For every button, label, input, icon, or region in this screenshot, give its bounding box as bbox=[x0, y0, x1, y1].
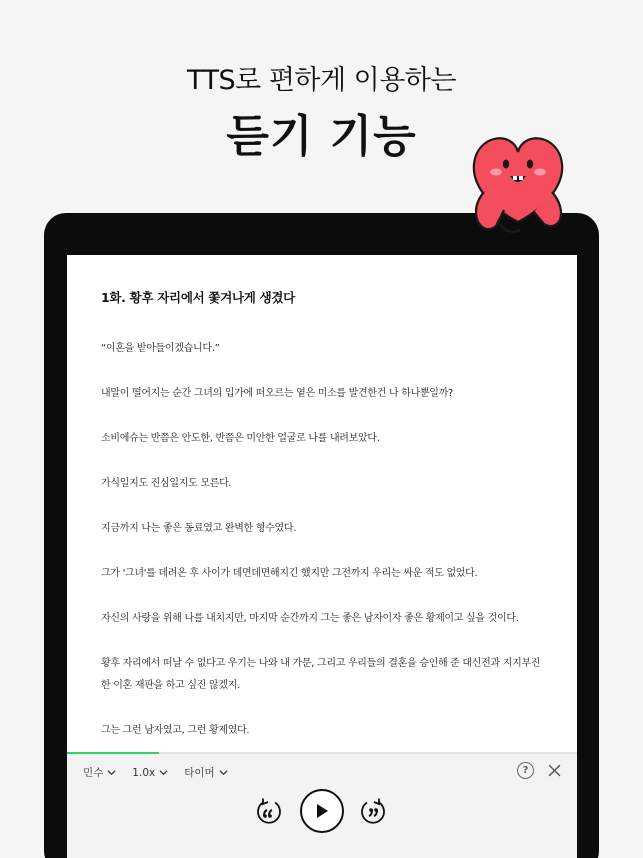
player-actions bbox=[517, 762, 561, 779]
paragraph: 자신의 사랑을 위해 나를 내치지만, 마지막 순간까지 그는 좋은 남자이자 좋은 황제이고 싶을 것이다. bbox=[101, 613, 519, 624]
chapter-title: 1화. 황후 자리에서 쫓겨나게 생겼다 bbox=[101, 290, 295, 305]
paragraph: 소비에슈는 반쯤은 안도한, 반쯤은 미안한 얼굴로 나를 내려보았다. bbox=[101, 433, 380, 444]
forward-quote-icon[interactable] bbox=[357, 796, 389, 828]
promo-subtitle: TTS로 편하게 이용하는 bbox=[187, 65, 456, 96]
chevron-down-icon bbox=[107, 768, 116, 777]
reader-content bbox=[67, 255, 577, 742]
player-options bbox=[83, 765, 228, 780]
rewind-quote-icon[interactable] bbox=[253, 796, 285, 828]
paragraph: “이혼을 받아들이겠습니다.” bbox=[101, 343, 220, 354]
timer-label: 타이머 bbox=[184, 767, 215, 779]
play-button[interactable] bbox=[300, 789, 344, 833]
speed-select[interactable] bbox=[132, 765, 168, 780]
speed-label: 1.0x bbox=[132, 766, 156, 779]
timer-select[interactable] bbox=[184, 765, 227, 780]
paragraph: 내말이 떨어지는 순간 그녀의 입가에 떠오르는 옅은 미소를 발견한건 나 하나뿐일까? bbox=[101, 388, 454, 399]
voice-label: 민수 bbox=[83, 767, 104, 779]
help-icon[interactable]: ? bbox=[517, 762, 534, 779]
paragraph: 황후 자리에서 떠날 수 없다고 우기는 나와 내 가문, 그리고 우리들의 결혼을 승인해 준 대신전과 지지부진한 이혼 재판을 하고 싶진 않겠지. bbox=[101, 658, 541, 691]
paragraph: 그는 그런 남자였고, 그런 황제였다. bbox=[101, 725, 250, 736]
paragraph: 지금까지 나는 좋은 동료였고 완벽한 형수였다. bbox=[101, 523, 297, 534]
playback-controls bbox=[67, 789, 577, 835]
voice-select[interactable] bbox=[83, 765, 116, 780]
progress-bar[interactable] bbox=[67, 752, 577, 754]
chevron-down-icon bbox=[159, 768, 168, 777]
paragraph: 그가 '그녀'를 데려온 후 사이가 데면데면해지긴 했지만 그전까지 우리는 싸운 적도 없었다. bbox=[101, 568, 478, 579]
promo-title: 듣기 기능 bbox=[226, 111, 417, 162]
close-icon[interactable] bbox=[548, 764, 561, 777]
reader-screen bbox=[67, 255, 577, 858]
heart-mascot-icon bbox=[468, 126, 568, 240]
play-icon bbox=[315, 803, 329, 819]
tts-player bbox=[67, 752, 577, 858]
progress-fill bbox=[67, 752, 159, 754]
chevron-down-icon bbox=[219, 768, 228, 777]
paragraph: 가식일지도 진심일지도 모른다. bbox=[101, 478, 232, 489]
